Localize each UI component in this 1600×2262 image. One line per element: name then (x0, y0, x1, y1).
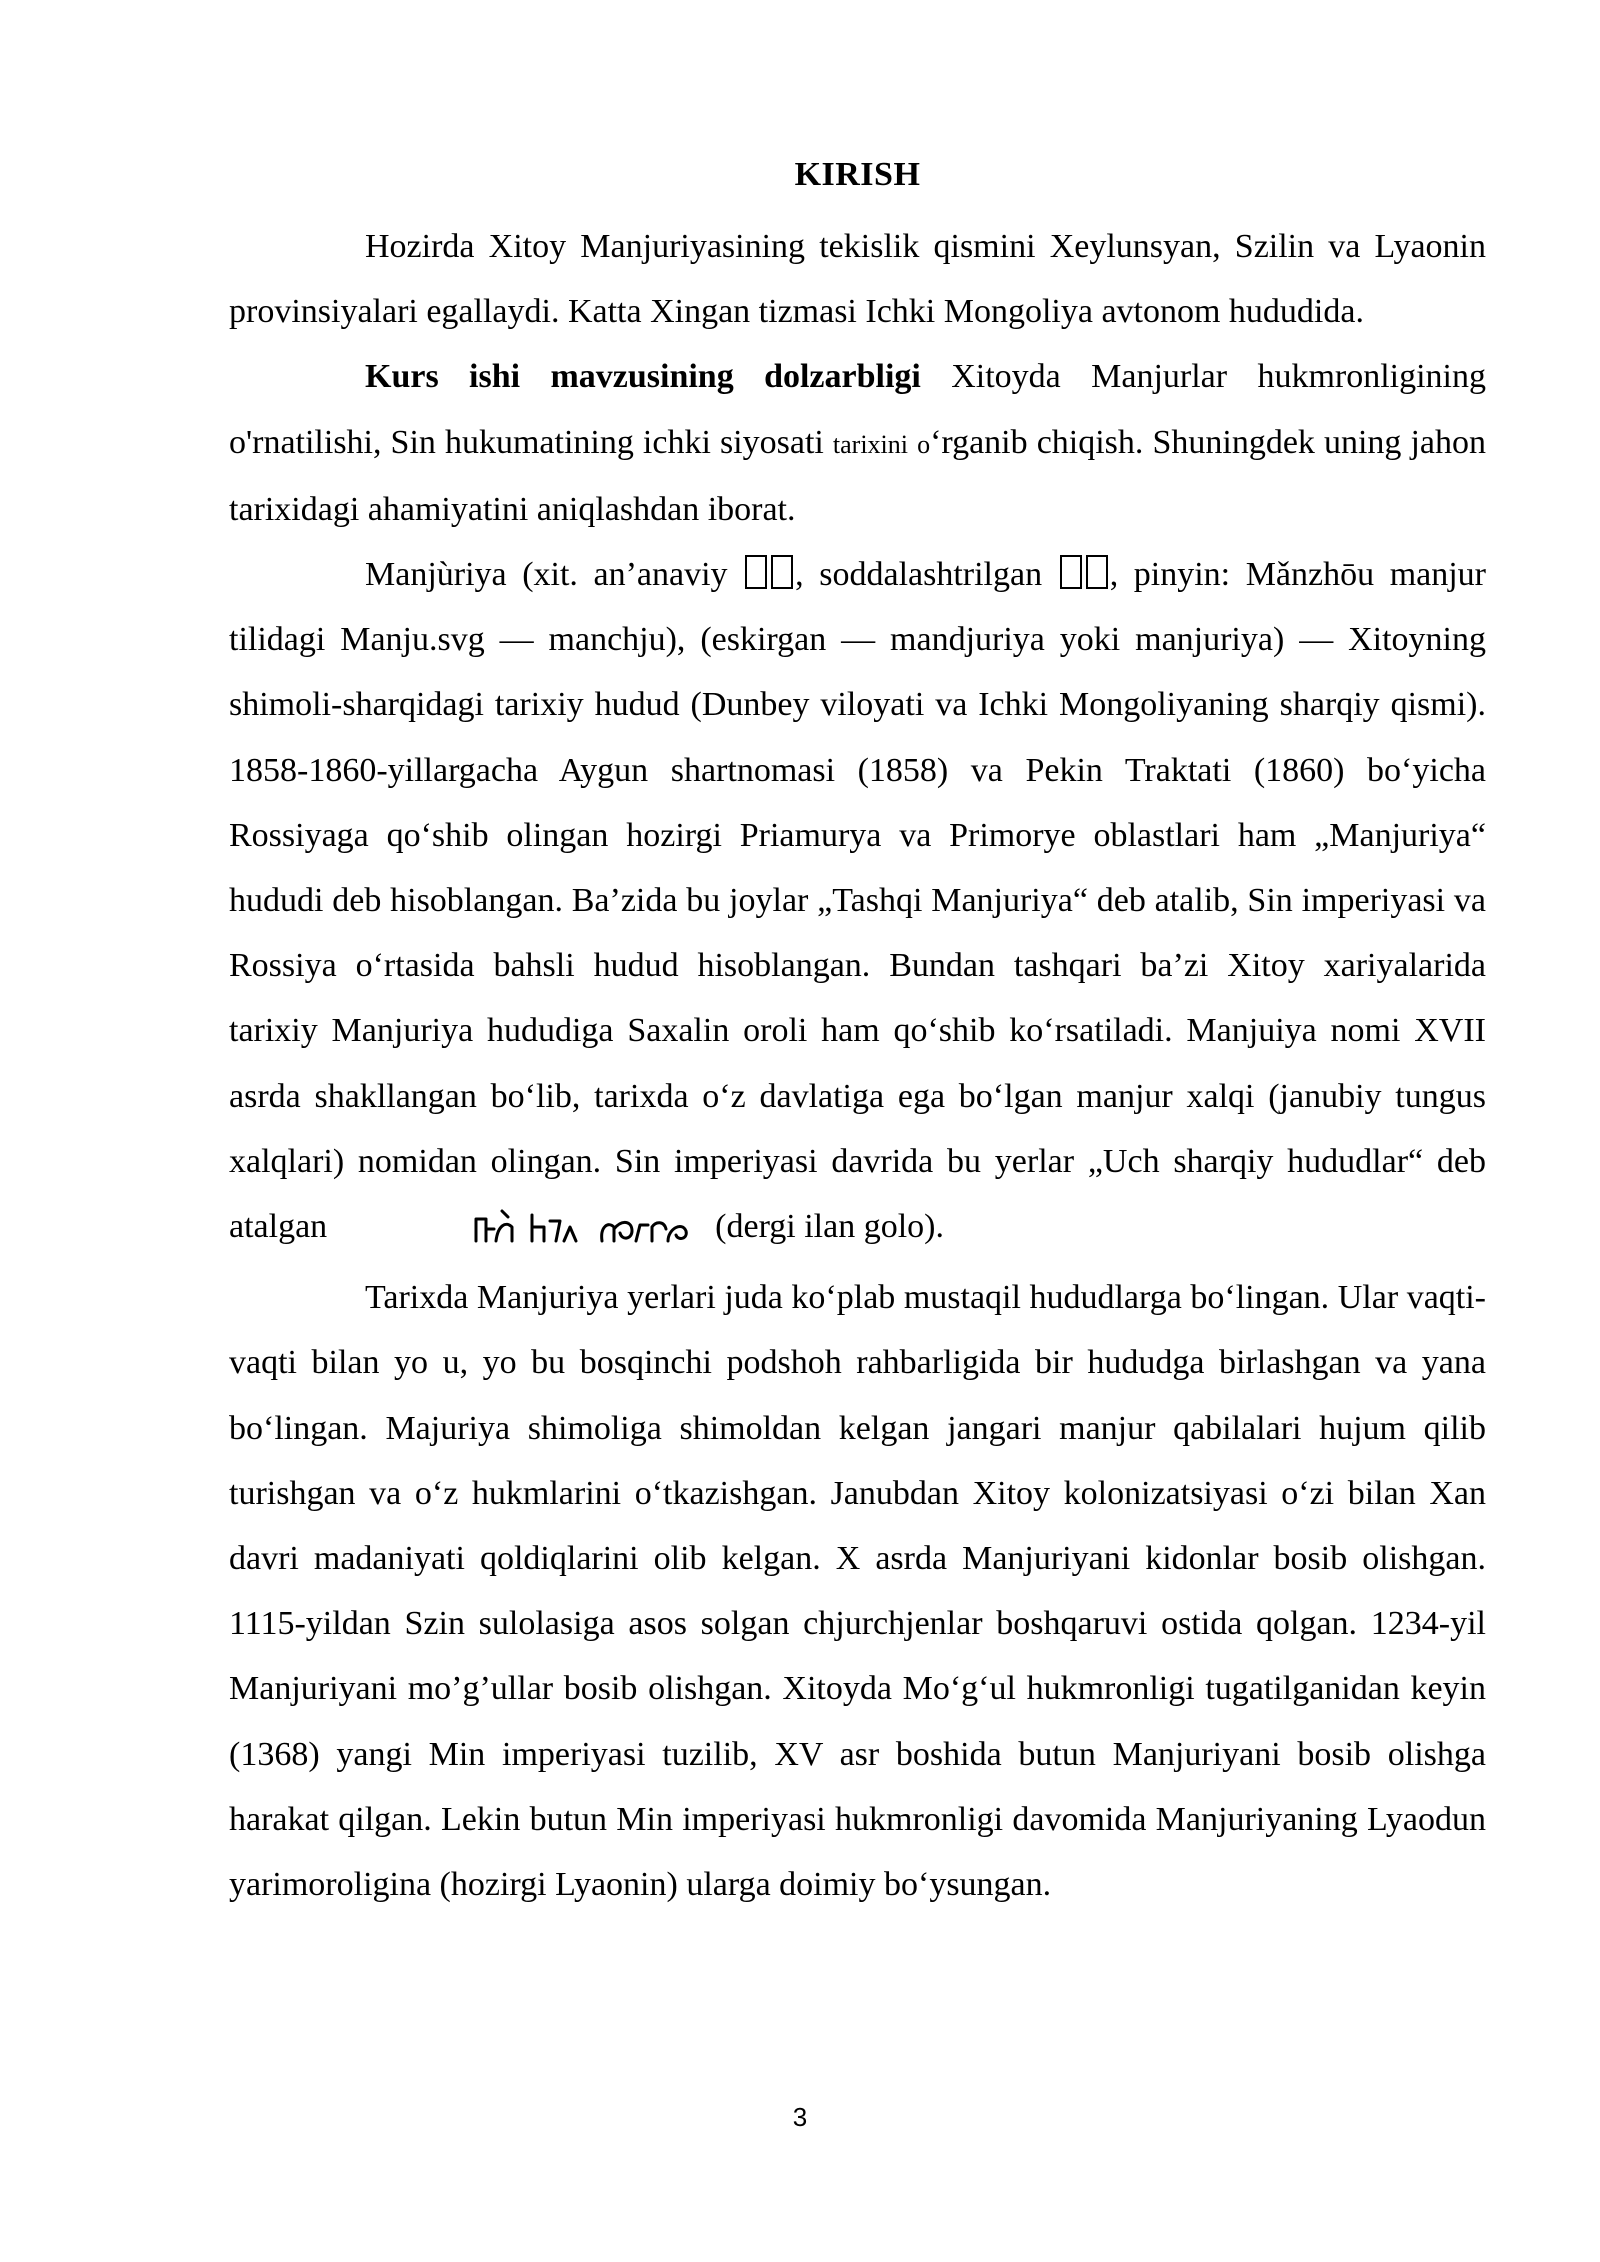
relevance-text-a: Xitoyda Manjurlar hukmronligining o'rnatilishi, Sin hukumatining ichki siyosati (229, 358, 1486, 461)
relevance-text-b: ‘rganib chiqish. Shuningdek uning jahon tarixidagi ahamiyatini aniqlashdan iborat. (229, 423, 1487, 528)
manchuria-text-c: , pinyin: Mǎnzhōu manjur tilidagi Manju.svg — manchju), (eskirgan — mandjuriya yoki manjuriya) — Xitoyning shimoli-sharqidagi tarixiy hudud (Dunbey viloyati va Ichki Mongoliyaning sharqiy qismi). 1858-1860-yillargacha Aygun shartnomasi (1858) va Pekin Traktati (1860) bo‘yicha Rossiyaga qo‘shib olingan hozirgi Priamurya va Primorye oblastlari ham „Manjuriya“ hududi deb hisoblangan. Ba’zida bu joylar „Tashqi Manjuriya“ deb atalib, Sin imperiyasi va Rossiya o‘rtasida bahsli hudud hisoblangan. Bundan tashqari ba’zi Xitoy xariyalarida tarixiy Manjuriya hududiga Saxalin oroli ham qo‘shib ko‘rsatiladi. Manjuiya nomi XVII asrda shakllangan bo‘lib, tarixda o‘z davlatiga ega bo‘lgan manjur xalqi (janubiy tungus xalqlari) nomidan olingan. Sin imperiyasi davrida bu yerlar „Uch sharqiy hududlar“ deb atalgan (229, 556, 1487, 1246)
relevance-small-word-2: o (917, 429, 931, 459)
missing-glyph-box (771, 555, 793, 589)
manchuria-text-b: , soddalashtrilgan (795, 556, 1058, 594)
missing-glyph-simplified (1058, 556, 1110, 593)
manchu-script-image (336, 1200, 707, 1265)
page-number: 3 (792, 2102, 808, 2132)
missing-glyph-box (745, 555, 767, 589)
missing-glyph-traditional (743, 556, 795, 593)
document-page (229, 150, 1486, 1917)
paragraph-intro: Hozirda Xitoy Manjuriyasining tekislik qismini Xeylunsyan, Szilin va Lyaonin provinsiyalari egallaydi. Katta Xingan tizmasi Ichki Mongoliya avtonom hududida. (229, 228, 1486, 331)
missing-glyph-box (1060, 555, 1082, 589)
manchu-script-drawing (472, 1207, 707, 1243)
relevance-small-word-1: tarixini (832, 429, 908, 459)
manchuria-text-a: Manjùriya (xit. an’anaviy (365, 556, 744, 594)
relevance-space (908, 424, 917, 461)
paragraph-relevance (229, 344, 1486, 542)
section-title: KIRISH (794, 156, 921, 193)
manchuria-text-d: (dergi ilan golo). (706, 1208, 944, 1246)
relevance-heading: Kurs ishi mavzusining dolzarbligi (365, 358, 921, 396)
paragraph-history: Tarixda Manjuriya yerlari juda ko‘plab mustaqil hududlarga bo‘lingan. Ular vaqti-vaqti bilan yo u, yo bu bosqinchi podshoh rahbarligida bir hududga birlashgan va yana bo‘lingan. Majuriya shimoliga shimoldan kelgan jangari manjur qabilalari hujum qilib turishgan va o‘z hukmlarini o‘tkazishgan. Janubdan Xitoy kolonizatsiyasi o‘zi bilan Xan davri madaniyati qoldiqlarini olib kelgan. X asrda Manjuriyani kidonlar bosib olishgan. 1115-yildan Szin sulolasiga asos solgan chjurchjenlar boshqaruvi ostida qolgan. 1234-yil Manjuriyani mo’g’ullar bosib olishgan. Xitoyda Mo‘g‘ul hukmronligi tugatilganidan keyin (1368) yangi Min imperiyasi tuzilib, XV asr boshida butun Manjuriyani bosib olishga harakat qilgan. Lekin butun Min imperiyasi hukmronligi davomida Manjuriyaning Lyaodun yarimoroligina (hozirgi Lyaonin) ularga doimiy bo‘ysungan. (229, 1279, 1486, 1904)
missing-glyph-box (1086, 555, 1108, 589)
paragraph-manchuria (229, 542, 1486, 1265)
